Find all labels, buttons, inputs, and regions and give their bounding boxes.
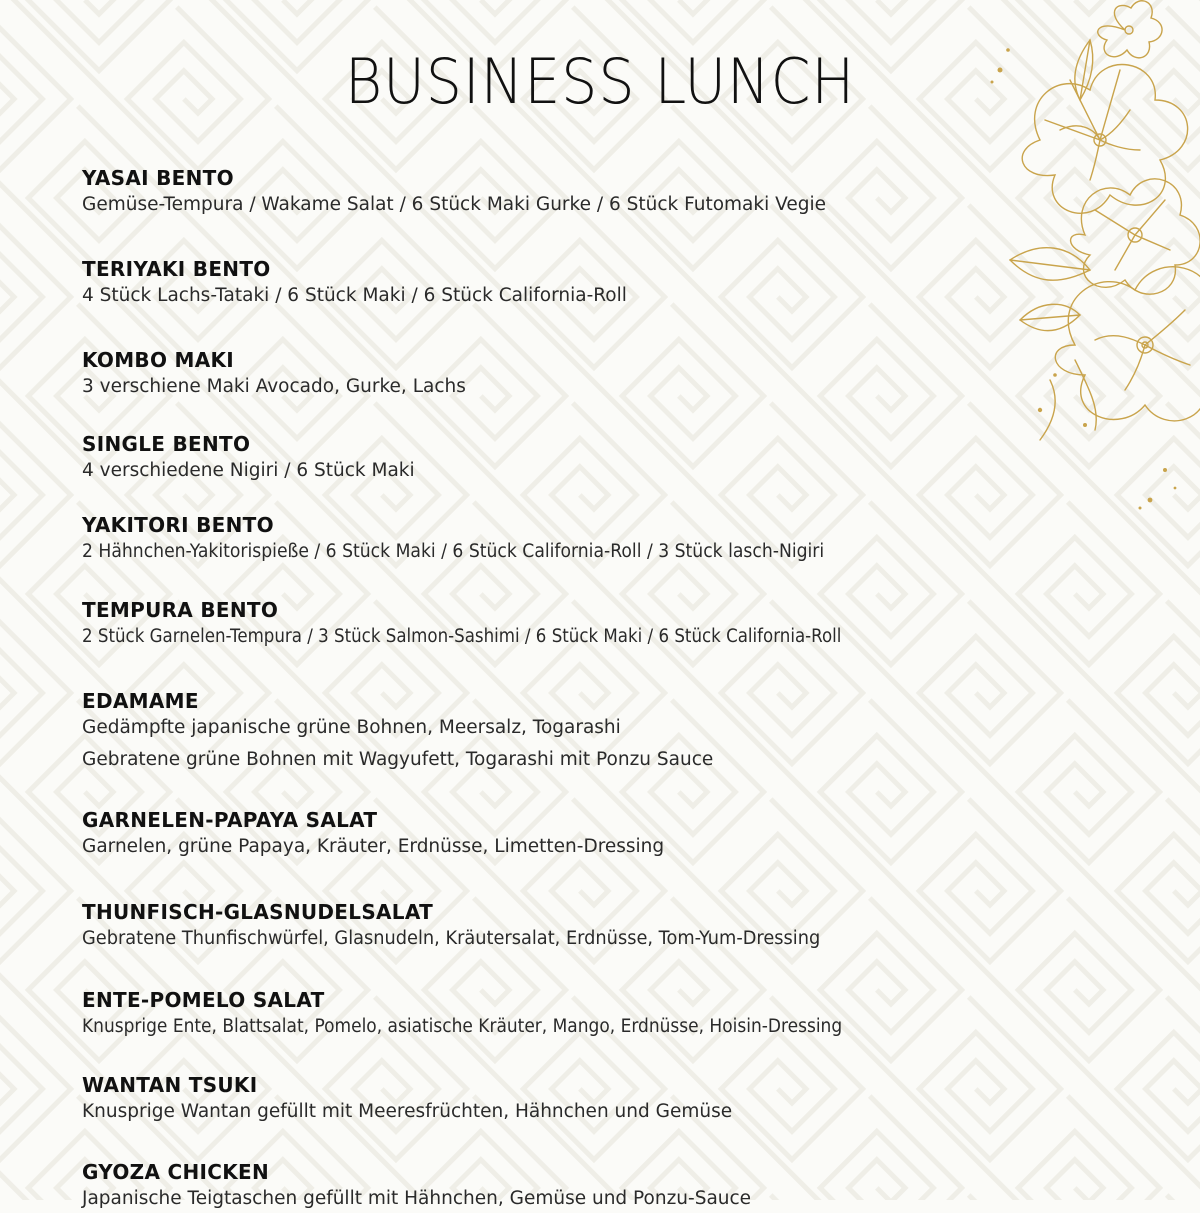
item-name: TEMPURA BENTO xyxy=(82,598,279,622)
item-description: 2 Stück Garnelen-Tempura / 3 Stück Salmon-Sashimi / 6 Stück Maki / 6 Stück California-Roll xyxy=(82,626,842,647)
item-name: EDAMAME xyxy=(82,689,199,713)
item-name: YAKITORI BENTO xyxy=(82,513,274,537)
menu-item xyxy=(82,165,962,219)
menu-item xyxy=(82,597,962,651)
menu-item xyxy=(82,512,962,566)
menu-item xyxy=(82,431,962,485)
item-description: Gedämpfte japanische grüne Bohnen, Meersalz, Togarashi xyxy=(82,717,621,738)
menu-item xyxy=(82,347,962,401)
item-description: Japanische Teigtaschen gefüllt mit Hähnchen, Gemüse und Ponzu-Sauce xyxy=(82,1188,752,1209)
item-name: THUNFISCH-GLASNUDELSALAT xyxy=(82,900,434,924)
menu-item xyxy=(82,899,962,953)
item-name: ENTE-POMELO SALAT xyxy=(82,988,325,1012)
menu-item xyxy=(82,1159,962,1213)
menu-item xyxy=(82,688,962,774)
item-name: YASAI BENTO xyxy=(82,166,234,190)
item-description: Knusprige Wantan gefüllt mit Meeresfrüchten, Hähnchen und Gemüse xyxy=(82,1101,733,1122)
item-description: 4 Stück Lachs-Tataki / 6 Stück Maki / 6 Stück California-Roll xyxy=(82,285,627,306)
item-name: TERIYAKI BENTO xyxy=(82,257,271,281)
item-name: KOMBO MAKI xyxy=(82,348,235,372)
item-description: Gebratene Thunfischwürfel, Glasnudeln, Kräutersalat, Erdnüsse, Tom-Yum-Dressing xyxy=(82,928,821,949)
menu-item xyxy=(82,256,962,310)
item-name: GARNELEN-PAPAYA SALAT xyxy=(82,808,378,832)
menu-item xyxy=(82,1072,962,1126)
item-name: WANTAN TSUKI xyxy=(82,1073,258,1097)
item-description: Gebratene grüne Bohnen mit Wagyufett, Togarashi mit Ponzu Sauce xyxy=(82,749,714,770)
item-description: 4 verschiedene Nigiri / 6 Stück Maki xyxy=(82,460,415,481)
menu-item xyxy=(82,807,962,861)
item-name: GYOZA CHICKEN xyxy=(82,1160,270,1184)
page-title: BUSINESS LUNCH xyxy=(344,45,856,118)
item-description: Gemüse-Tempura / Wakame Salat / 6 Stück Maki Gurke / 6 Stück Futomaki Vegie xyxy=(82,194,826,215)
menu-item xyxy=(82,987,962,1041)
item-description: Knusprige Ente, Blattsalat, Pomelo, asiatische Kräuter, Mango, Erdnüsse, Hoisin-Dressing xyxy=(82,1016,843,1037)
item-name: SINGLE BENTO xyxy=(82,432,251,456)
item-description: 3 verschiene Maki Avocado, Gurke, Lachs xyxy=(82,376,466,397)
item-description: Garnelen, grüne Papaya, Kräuter, Erdnüsse, Limetten-Dressing xyxy=(82,836,665,857)
item-description: 2 Hähnchen-Yakitorispieße / 6 Stück Maki / 6 Stück California-Roll / 3 Stück lasch-Nigiri xyxy=(82,541,825,562)
